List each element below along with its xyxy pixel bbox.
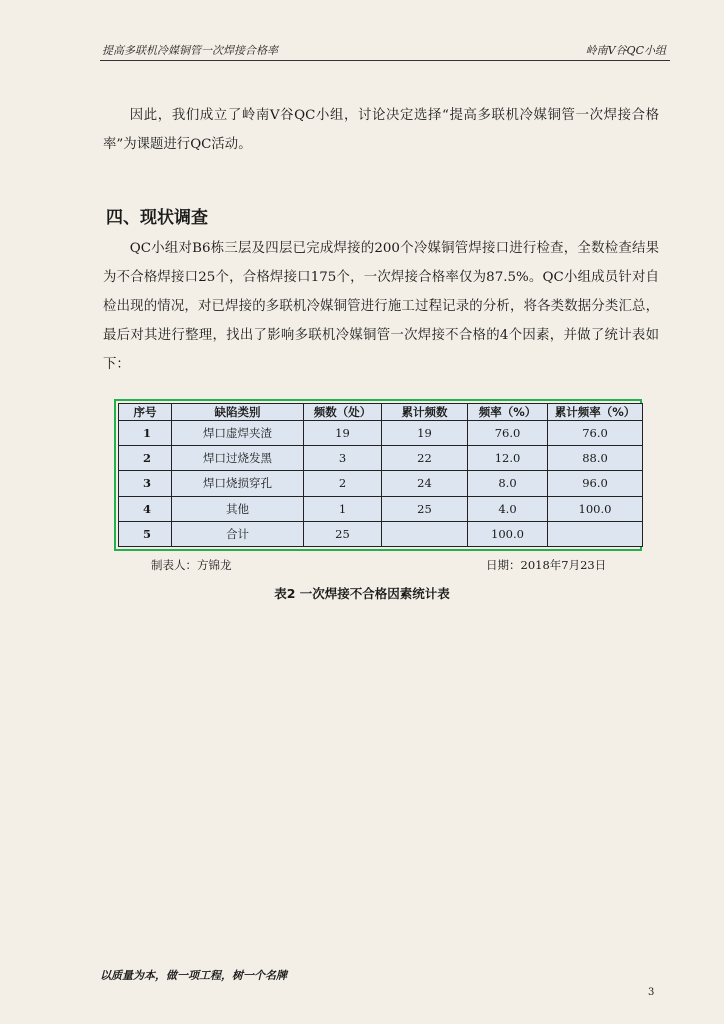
table-cell: 96.0 [548,471,643,496]
table-cell: 焊口过烧发黑 [172,446,304,471]
table-cell: 焊口虚焊夹渣 [172,421,304,446]
table-caption: 表2 一次焊接不合格因素统计表 [274,586,450,601]
row-number-cell: 2 [119,446,172,471]
table-cell: 24 [382,471,468,496]
table-cell: 76.0 [468,421,548,446]
table-cell: 76.0 [548,421,643,446]
section-title: 四、现状调查 [106,208,208,228]
table-row [119,446,643,471]
table-row [119,421,643,446]
table-cell: 100.0 [468,521,548,546]
table-row [119,496,643,521]
table-cell [548,521,643,546]
intro-paragraph: 因此，我们成立了岭南V谷QC小组，讨论决定选择“提高多联机冷媒铜管一次焊接合格率”为课题进行QC活动。 [103,108,659,152]
table-cell: 25 [382,496,468,521]
table-cell: 100.0 [548,496,643,521]
table-cell: 合计 [172,521,304,546]
table-maker: 制表人：方锦龙 [151,558,232,572]
column-header: 序号 [119,404,172,421]
table-cell: 12.0 [468,446,548,471]
table-cell: 4.0 [468,496,548,521]
row-number-cell: 3 [119,471,172,496]
table-cell: 焊口烧损穿孔 [172,471,304,496]
row-number-cell: 1 [119,421,172,446]
table-header-row [119,404,643,421]
table-date: 日期：2018年7月23日 [486,558,607,572]
table-cell: 其他 [172,496,304,521]
page-number: 3 [648,987,655,998]
table-row [119,471,643,496]
column-header: 频率（%） [468,404,548,421]
table-cell: 2 [304,471,382,496]
statistics-table [118,403,643,547]
table-cell: 19 [304,421,382,446]
column-header: 缺陷类别 [172,404,304,421]
table-cell: 22 [382,446,468,471]
section-paragraph: QC小组对B6栋三层及四层已完成焊接的200个冷媒铜管焊接口进行检查，全数检查结果为不合格焊接口25个，合格焊接口175个，一次焊接合格率仅为87.5%。QC小组成员针对自检出现的情况，对已焊接的多联机冷媒铜管进行施工过程记录的分析，将各类数据分类汇总，最后对其进行整理，找出了影响多联机冷媒铜管一次焊接不合格的4个因素，并做了统计表如下： [103,241,659,372]
table-cell: 25 [304,521,382,546]
table-row [119,521,643,546]
header-document-title: 提高多联机冷媒铜管一次焊接合格率 [102,44,278,57]
table-cell [382,521,468,546]
table-cell: 3 [304,446,382,471]
row-number-cell: 4 [119,496,172,521]
footer-slogan: 以质量为本，做一项工程，树一个名牌 [100,969,287,982]
table-cell: 8.0 [468,471,548,496]
page-header [100,38,670,61]
statistics-table-frame [114,399,642,551]
column-header: 累计频率（%） [548,404,643,421]
column-header: 累计频数 [382,404,468,421]
table-cell: 1 [304,496,382,521]
column-header: 频数（处） [304,404,382,421]
header-group-name: 岭南V谷QC小组 [585,44,666,57]
row-number-cell: 5 [119,521,172,546]
table-cell: 19 [382,421,468,446]
table-cell: 88.0 [548,446,643,471]
